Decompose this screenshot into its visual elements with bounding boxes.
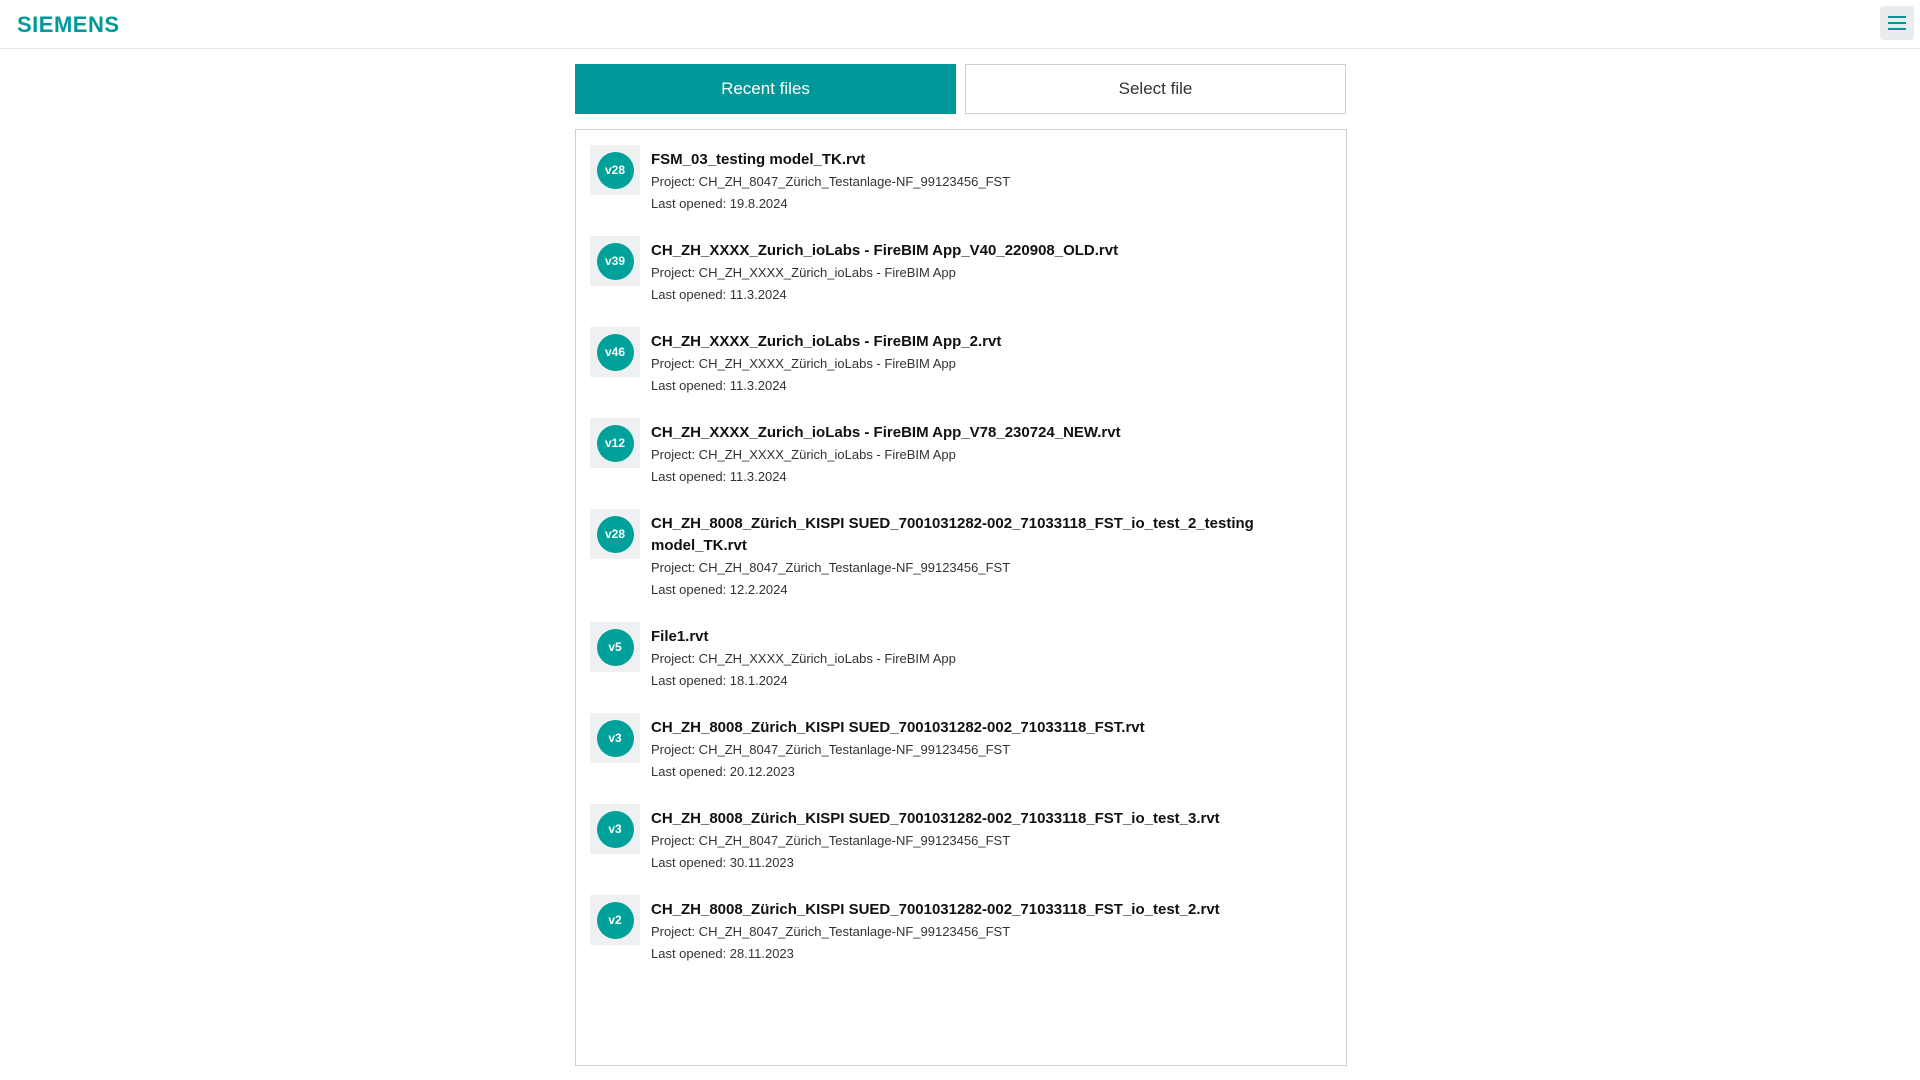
tab-recent-files[interactable]: Recent files	[575, 64, 956, 114]
version-badge: v46	[597, 334, 634, 371]
file-last-opened: Last opened: 28.11.2023	[651, 946, 794, 961]
file-project: Project: CH_ZH_8047_Zürich_Testanlage-NF_99123456_FST	[651, 174, 1011, 189]
version-badge: v39	[597, 243, 634, 280]
file-info	[651, 236, 1330, 306]
file-name: CH_ZH_XXXX_Zurich_ioLabs - FireBIM App_2.rvt	[651, 333, 1002, 350]
version-box	[590, 804, 640, 854]
top-bar	[0, 0, 1920, 49]
file-info	[651, 895, 1330, 965]
file-project: Project: CH_ZH_8047_Zürich_Testanlage-NF_99123456_FST	[651, 742, 1011, 757]
recent-files-panel	[575, 129, 1347, 1066]
hamburger-menu-icon	[1888, 16, 1906, 30]
file-project: Project: CH_ZH_8047_Zürich_Testanlage-NF_99123456_FST	[651, 560, 1011, 575]
file-project: Project: CH_ZH_8047_Zürich_Testanlage-NF_99123456_FST	[651, 833, 1011, 848]
file-list-item[interactable]	[590, 895, 1330, 965]
file-info	[651, 622, 1330, 692]
file-project: Project: CH_ZH_XXXX_Zürich_ioLabs - FireBIM App	[651, 651, 956, 666]
file-name: CH_ZH_XXXX_Zurich_ioLabs - FireBIM App_V78_230724_NEW.rvt	[651, 424, 1121, 441]
version-badge: v3	[597, 811, 634, 848]
version-badge: v12	[597, 425, 634, 462]
file-info	[651, 327, 1330, 397]
file-last-opened: Last opened: 11.3.2024	[651, 378, 787, 393]
version-box	[590, 418, 640, 468]
file-last-opened: Last opened: 11.3.2024	[651, 469, 787, 484]
file-project: Project: CH_ZH_XXXX_Zürich_ioLabs - FireBIM App	[651, 356, 956, 371]
file-list-item[interactable]	[590, 418, 1330, 488]
version-box	[590, 145, 640, 195]
file-info	[651, 418, 1330, 488]
hamburger-menu-button[interactable]	[1880, 6, 1914, 40]
file-last-opened: Last opened: 11.3.2024	[651, 287, 787, 302]
tab-select-file[interactable]: Select file	[965, 64, 1346, 114]
version-box	[590, 509, 640, 559]
recent-files-list	[590, 145, 1330, 986]
file-source-tabs	[575, 64, 1346, 115]
file-list-item[interactable]	[590, 145, 1330, 215]
file-info	[651, 509, 1330, 601]
file-info	[651, 804, 1330, 874]
file-last-opened: Last opened: 30.11.2023	[651, 855, 794, 870]
file-list-item[interactable]	[590, 509, 1330, 601]
file-info	[651, 713, 1330, 783]
file-last-opened: Last opened: 12.2.2024	[651, 582, 788, 597]
file-name: CH_ZH_8008_Zürich_KISPI SUED_7001031282-002_71033118_FST_io_test_3.rvt	[651, 810, 1220, 827]
file-list-item[interactable]	[590, 327, 1330, 397]
file-name: CH_ZH_8008_Zürich_KISPI SUED_7001031282-002_71033118_FST_io_test_2.rvt	[651, 901, 1220, 918]
version-badge: v28	[597, 516, 634, 553]
file-project: Project: CH_ZH_XXXX_Zürich_ioLabs - FireBIM App	[651, 265, 956, 280]
version-box	[590, 236, 640, 286]
version-box	[590, 622, 640, 672]
version-box	[590, 895, 640, 945]
file-name: CH_ZH_XXXX_Zurich_ioLabs - FireBIM App_V40_220908_OLD.rvt	[651, 242, 1119, 259]
version-badge: v5	[597, 629, 634, 666]
file-name: CH_ZH_8008_Zürich_KISPI SUED_7001031282-002_71033118_FST_io_test_2_testing model_TK.rvt	[651, 515, 1254, 554]
file-last-opened: Last opened: 19.8.2024	[651, 196, 788, 211]
file-list-item[interactable]	[590, 713, 1330, 783]
version-badge: v3	[597, 720, 634, 757]
file-list-item[interactable]	[590, 804, 1330, 874]
version-badge: v28	[597, 152, 634, 189]
file-info	[651, 145, 1330, 215]
file-name: File1.rvt	[651, 628, 709, 645]
version-box	[590, 327, 640, 377]
file-list-item[interactable]	[590, 622, 1330, 692]
version-badge: v2	[597, 902, 634, 939]
version-box	[590, 713, 640, 763]
file-project: Project: CH_ZH_8047_Zürich_Testanlage-NF_99123456_FST	[651, 924, 1011, 939]
file-list-item[interactable]	[590, 236, 1330, 306]
siemens-logo: SIEMENS	[17, 12, 120, 37]
file-project: Project: CH_ZH_XXXX_Zürich_ioLabs - FireBIM App	[651, 447, 956, 462]
file-last-opened: Last opened: 20.12.2023	[651, 764, 795, 779]
file-name: CH_ZH_8008_Zürich_KISPI SUED_7001031282-002_71033118_FST.rvt	[651, 719, 1145, 736]
file-last-opened: Last opened: 18.1.2024	[651, 673, 788, 688]
file-name: FSM_03_testing model_TK.rvt	[651, 151, 866, 168]
